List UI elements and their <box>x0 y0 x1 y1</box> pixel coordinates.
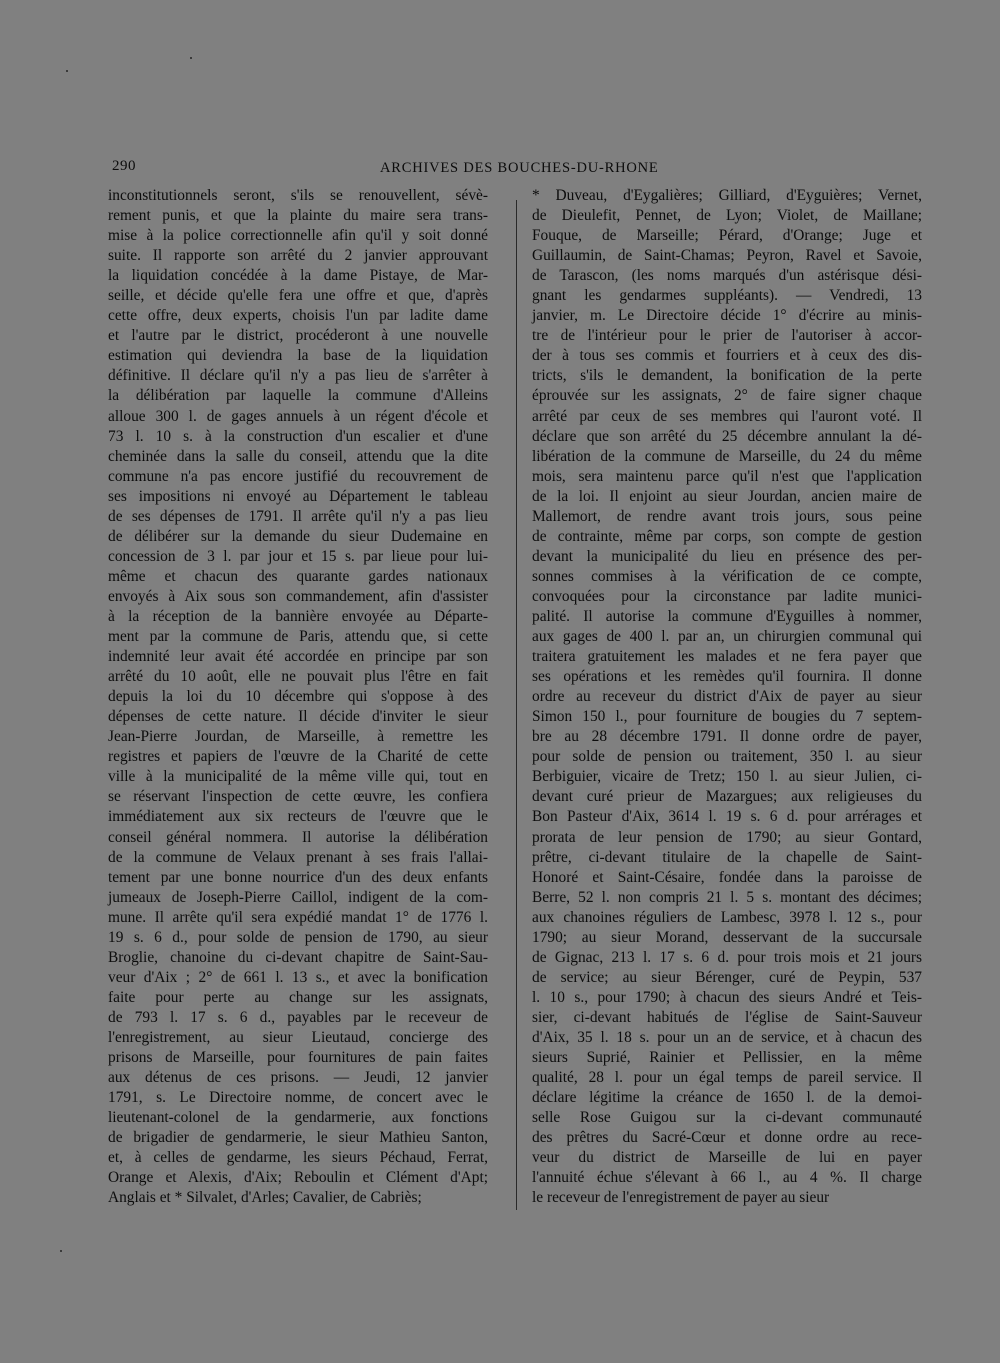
text-line: la délibération par laquelle la commune d'Alleins <box>108 387 488 405</box>
text-line: inconstitutionnels seront, s'ils se renouvellent, sévè- <box>108 187 488 204</box>
text-line: immédiatement aux six recteurs de l'œuvre que le <box>108 808 488 826</box>
text-line: de Gignac, 213 l. 17 s. 6 d. pour trois mois et 21 jours <box>532 948 922 966</box>
text-line: mise à la police correctionnelle afin qu'il y soit donné <box>108 227 488 245</box>
text-line: cheminée dans la salle du conseil, attendu que la dite <box>108 447 488 465</box>
text-line: 19 s. 6 d., pour solde de pension de 1790, au sieur <box>108 928 488 946</box>
running-head: ARCHIVES DES BOUCHES-DU-RHONE <box>380 160 659 176</box>
text-line: de Dieulefit, Pennet, de Lyon; Violet, de Maillane; <box>532 207 922 225</box>
text-line: sieurs Suprié, Rainier et Pellissier, en la même <box>532 1049 922 1067</box>
text-line: sonnes commises à la vérification de ce compte, <box>532 567 922 585</box>
text-line: de 793 l. 17 s. 6 d., payables par le receveur de <box>108 1008 488 1026</box>
text-line: lieutenant-colonel de la gendarmerie, aux fonctions <box>108 1109 488 1127</box>
text-line: envoyés à Aix sous son commandement, afin d'assister <box>108 587 488 605</box>
left-column <box>108 186 488 1208</box>
text-line: mois, sera maintenu parce qu'il n'est que l'application <box>532 467 922 485</box>
text-line: conseil général nommera. Il autorise la délibération <box>108 828 488 846</box>
text-line: commune n'a pas encore justifié du recouvrement de <box>108 467 488 485</box>
text-line: déclare que son arrêté du 25 décembre annulant la dé- <box>532 427 922 445</box>
text-line: à la réception de la bannière envoyée au Départe- <box>108 607 488 625</box>
text-line: de service; au sieur Bérenger, curé de Peypin, 537 <box>532 968 922 986</box>
text-line: libération de la commune de Marseille, du 24 du même <box>532 447 922 465</box>
text-line: Fouque, de Marseille; Pérard, d'Orange; Juge et <box>532 227 922 245</box>
text-line: arrêté par ceux de ses membres qui l'auront voté. Il <box>532 407 922 425</box>
text-line: ordre au receveur du district d'Aix de payer au sieur <box>532 688 922 706</box>
text-line: depuis la loi du 10 décembre qui s'oppose à des <box>108 688 488 706</box>
page-number: 290 <box>112 158 136 174</box>
text-line: Honoré et Saint-Césaire, fondée dans la paroisse de <box>532 868 922 886</box>
text-line: registres et papiers de l'œuvre de la Charité de cette <box>108 748 488 766</box>
text-line: Broglie, chanoine du ci-devant chapitre de Saint-Sau- <box>108 948 488 966</box>
text-line: Simon 150 l., pour fourniture de bougies du 7 septem- <box>532 708 922 726</box>
text-line: palité. Il autorise la commune d'Eyguilles à nommer, <box>532 607 922 625</box>
text-line: veur d'Aix ; 2° de 661 l. 13 s., et avec la bonification <box>108 968 488 986</box>
text-line: de ses dépenses de 1791. Il arrête qu'il n'y a pas lieu <box>108 507 488 525</box>
text-line: rement punis, et que la plainte du maire sera trans- <box>108 207 488 225</box>
text-line: de brigadier de gendarmerie, le sieur Mathieu Santon, <box>108 1129 488 1147</box>
text-line: cette offre, deux experts, choisis l'un par ladite dame <box>108 307 488 325</box>
text-line: Berbiguier, vicaire de Tretz; 150 l. au sieur Julien, ci- <box>532 768 922 786</box>
text-line: aux détenus de ces prisons. — Jeudi, 12 janvier <box>108 1069 488 1087</box>
text-line: der à tous ses commis et fourriers et à ceux des dis- <box>532 347 922 365</box>
text-line: devant la municipalité du lieu en présence des per- <box>532 547 922 565</box>
speck <box>66 70 68 72</box>
text-line: aux gages de 400 l. par an, un chirurgien communal qui <box>532 628 922 646</box>
text-line: 73 l. 10 s. à la construction d'un escalier et d'une <box>108 427 488 445</box>
text-line: mune. Il arrête qu'il sera expédié mandat 1° de 1776 l. <box>108 908 488 926</box>
column-divider <box>516 200 517 1210</box>
text-line: de Tarascon, (les noms marqués d'un astérisque dési- <box>532 267 922 285</box>
text-line: de la loi. Il enjoint au sieur Jourdan, ancien maire de <box>532 487 922 505</box>
text-line: traitera gratuitement les malades et ne fera payer que <box>532 648 922 666</box>
text-line: ses impositions ni envoyé au Département le tableau <box>108 487 488 505</box>
text-line: convoquées pour la circonstance par ladite munici- <box>532 587 922 605</box>
text-line: prorata de leur pension de 1790; au sieur Gontard, <box>532 828 922 846</box>
text-line: définitive. Il déclare qu'il n'y a pas lieu de s'arrêter à <box>108 367 488 385</box>
text-line: des prêtres du Sacré-Cœur et donne ordre au rece- <box>532 1129 922 1147</box>
text-line: concession de 3 l. par jour et 15 s. par lieue pour lui- <box>108 547 488 565</box>
text-line: estimation qui deviendra la base de la liquidation <box>108 347 488 365</box>
text-line: devant curé prieur de Mazargues; aux religieuses du <box>532 788 922 806</box>
text-line: l'annuité échue s'élevant à 66 l., au 4 %. Il charge <box>532 1169 922 1187</box>
text-line: tement par une bonne nourrice d'un des deux enfants <box>108 868 488 886</box>
text-line: et, à celles de gendarme, les sieurs Péchaud, Ferrat, <box>108 1149 488 1167</box>
text-line: ment par la commune de Paris, attendu que, si cette <box>108 628 488 646</box>
text-line: pour solde de pension ou traitement, 350 l. au sieur <box>532 748 922 766</box>
text-line: 1790; au sieur Morand, desservant de la succursale <box>532 928 922 946</box>
text-line: Bon Pasteur d'Aix, 3614 l. 19 s. 6 d. pour arrérages et <box>532 808 922 826</box>
text-line: aux chanoines réguliers de Lambesc, 3978 l. 12 s., pour <box>532 908 922 926</box>
text-line: se réservant l'inspection de cette œuvre, les confiera <box>108 788 488 806</box>
text-line: seille, et décide qu'elle fera une offre et que, d'après <box>108 287 488 305</box>
text-line: * Duveau, d'Eygalières; Gilliard, d'Eyguières; Vernet, <box>532 187 922 204</box>
text-line: suite. Il rapporte son arrêté du 2 janvier approuvant <box>108 247 488 265</box>
text-line: alloue 300 l. de gages annuels à un régent d'école et <box>108 407 488 425</box>
text-line: Mallemort, de rendre avant trois jours, sous peine <box>532 507 922 525</box>
text-line: prêtre, ci-devant titulaire de la chapelle de Saint- <box>532 848 922 866</box>
right-column <box>532 186 922 1208</box>
text-line: sier, ci-devant habitués de l'église de Saint-Sauveur <box>532 1008 922 1026</box>
text-line: prisons de Marseille, pour fournitures de pain faites <box>108 1049 488 1067</box>
text-line: arrêté du 10 août, elle ne pouvait plus l'être en fait <box>108 668 488 686</box>
text-line: jumeaux de Joseph-Pierre Caillol, indigent de la com- <box>108 888 488 906</box>
text-line: la liquidation concédée à la dame Pistaye, de Mar- <box>108 267 488 285</box>
text-line: de contrainte, même par corps, son compte de gestion <box>532 527 922 545</box>
text-line: faite pour perte au change sur les assignats, <box>108 988 488 1006</box>
text-line: veur du district de Marseille de lui en payer <box>532 1149 922 1167</box>
text-line: ville à la municipalité de la même ville qui, tout en <box>108 768 488 786</box>
text-line: éprouvée sur les assignats, 2° de faire signer chaque <box>532 387 922 405</box>
text-line: de délibérer sur la demande du sieur Dudemaine en <box>108 527 488 545</box>
text-line: ses opérations et les remèdes qu'il fournira. Il donne <box>532 668 922 686</box>
text-line: indemnité leur avait été accordée en principe par son <box>108 648 488 666</box>
text-line: déclare légitime la créance de 1650 l. de la demoi- <box>532 1089 922 1107</box>
speck <box>60 1250 62 1252</box>
text-line: Jean-Pierre Jourdan, de Marseille, à remettre les <box>108 728 488 746</box>
text-line: gnant les gendarmes suppléants). — Vendredi, 13 <box>532 287 922 305</box>
text-line: Orange et Alexis, d'Aix; Reboulin et Clément d'Apt; <box>108 1169 488 1187</box>
text-line: l. 10 s., pour 1790; à chacun des sieurs André et Teis- <box>532 988 922 1006</box>
text-line: l'enregistrement, au sieur Lieutaud, concierge des <box>108 1028 488 1046</box>
text-line: même et chacun des quarante gardes nationaux <box>108 567 488 585</box>
text-line: Berre, 52 l. non compris 21 l. 5 s. montant des décimes; <box>532 888 922 906</box>
text-line: dépenses de cette nature. Il décide d'inviter le sieur <box>108 708 488 726</box>
text-line: qualité, 28 l. pour un égal temps de pareil service. Il <box>532 1069 922 1087</box>
text-line: bre au 28 décembre 1791. Il donne ordre de payer, <box>532 728 922 746</box>
text-line: de la commune de Velaux prenant à ses frais l'allai- <box>108 848 488 866</box>
text-line: 1791, s. Le Directoire nomme, de concert avec le <box>108 1089 488 1107</box>
text-line: Guillaumin, de Saint-Chamas; Peyron, Ravel et Savoie, <box>532 247 922 265</box>
text-line: d'Aix, 35 l. 18 s. pour un an de service, et à chacun des <box>532 1028 922 1046</box>
text-line: Anglais et * Silvalet, d'Arles; Cavalier, de Cabriès; <box>108 1189 422 1207</box>
speck <box>190 57 192 59</box>
text-line: le receveur de l'enregistrement de payer au sieur <box>532 1189 830 1207</box>
text-line: tre de l'intérieur pour le prier de l'autoriser à accor- <box>532 327 922 345</box>
text-line: et l'autre par le district, procéderont à une nouvelle <box>108 327 488 345</box>
text-line: janvier, m. Le Directoire décide 1° d'écrire au minis- <box>532 307 922 325</box>
text-line: tricts, s'ils le demandent, la bonification de la perte <box>532 367 922 385</box>
text-line: selle Rose Guigou sur la ci-devant communauté <box>532 1109 922 1127</box>
